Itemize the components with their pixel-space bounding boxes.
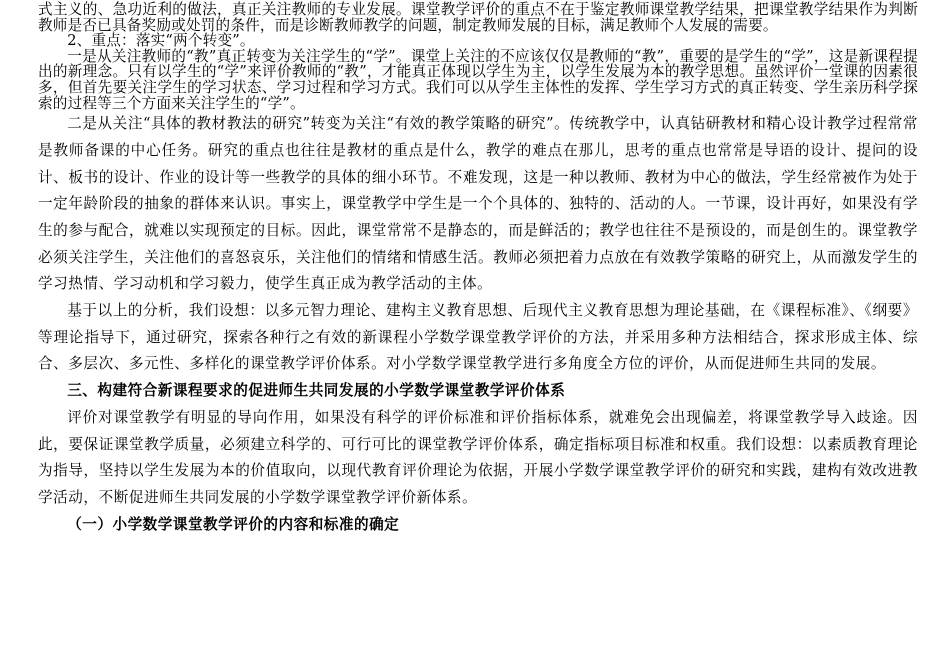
paragraph-first-shift: 一是从关注教师的“教”真正转变为关注学生的“学”。课堂上关注的不应该仅仅是教师的“教”，重要的是学生的“学”，这是新课程提出的新理念。只有以学生的“学”来评价教师的“教”，才能真正体现以学生为主，以学生发展为本的教学思想。虽然评价一堂课的因素很多，但首先要关注学生的学习状态、学习过程和学习方式。我们可以从学生主体性的发挥、学生学习方式的真正转变、学生亲历科学探索的过程等三个方面来关注学生的“学”。 bbox=[38, 47, 918, 112]
paragraph-evaluation: 评价对课堂教学有明显的导向作用，如果没有科学的评价标准和评价指标体系，就难免会出现偏差，将课堂教学导入歧途。因此，要保证课堂教学质量，必须建立科学的、可行可比的课堂教学评价体系，确定指标项目标准和权重。我们设想：以素质教育理论为指导，坚持以学生发展为本的价值取向，以现代教育评价理论为依据，开展小学数学课堂教学评价的研究和实践，建构有效改进教学活动，不断促进师生共同发展的小学数学课堂教学评价新体系。 bbox=[38, 408, 918, 506]
paragraph-basis: 基于以上的分析，我们设想：以多元智力理论、建构主义教育思想、后现代主义教育思想为理论基础，在《课程标准》、《纲要》等理论指导下，通过研究，探索各种行之有效的新课程小学数学课堂教学评价的方法，并采用多种方法相结合，探求形成主体、综合、多层次、多元性、多样化的课堂教学评价体系。对小学数学课堂教学进行多角度全方位的评价，从而促进师生共同的发展。 bbox=[38, 302, 918, 373]
subsection-heading-1: （一）小学数学课堂教学评价的内容和标准的确定 bbox=[67, 515, 400, 533]
paragraph-second-shift: 二是从关注“具体的教材教法的研究”转变为关注“有效的教学策略的研究”。传统教学中，认真钻研教材和精心设计教学过程常常是教师备课的中心任务。研究的重点也往往是教材的重点是什么，教学的难点在那儿，思考的重点也常常是导语的设计、提问的设计、板书的设计、作业的设计等一些教学的具体的细小环节。不难发现，这是一种以教师、教材为中心的做法，学生经常被作为处于一定年龄阶段的抽象的群体来认识。事实上，课堂教学中学生是一个个具体的、独特的、活动的人。一节课，设计再好，如果没有学生的参与配合，就难以实现预定的目标。因此，课堂常常不是静态的，而是鲜活的；教学也往往不是预设的，而是创生的。课堂教学必须关注学生，关注他们的喜怒哀乐，关注他们的情绪和情感生活。教师必须把着力点放在有效教学策略的研究上，从而激发学生的学习热情、学习动机和学习毅力，使学生真正成为教学活动的主体。 bbox=[38, 115, 918, 293]
paragraph-point-2: 2、重点：落实“两个转变”。 bbox=[67, 32, 255, 50]
document-page bbox=[38, 0, 918, 672]
section-heading-3: 三、构建符合新课程要求的促进师生共同发展的小学数学课堂教学评价体系 bbox=[67, 382, 566, 400]
paragraph-intro: 式主义的、急功近利的做法，真正关注教师的专业发展。课堂教学评价的重点不在于鉴定教师课堂教学结果，把课堂教学结果作为判断教师是否已具备奖励或处罚的条件，而是诊断教师教学的问题，制定教师发展的目标，满足教师个人发展的需要。 bbox=[38, 1, 918, 34]
